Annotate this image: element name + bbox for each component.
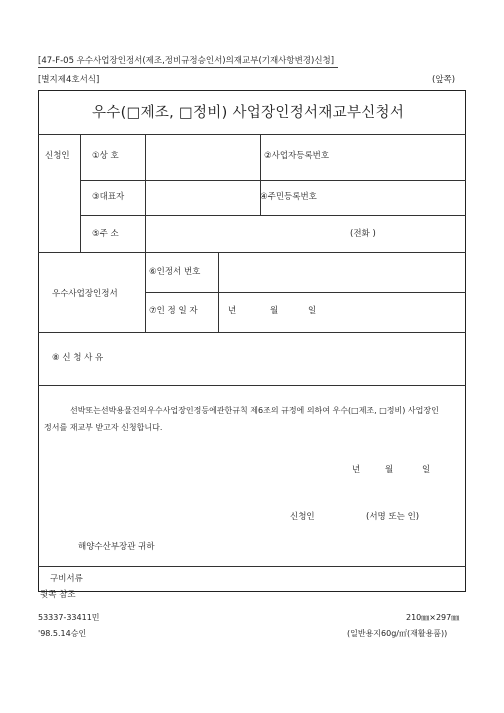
signer-label: 신청인 bbox=[290, 512, 315, 522]
cert-col-divider bbox=[218, 252, 219, 332]
row-divider-2 bbox=[80, 215, 466, 216]
approval-date: '98.5.14승인 bbox=[38, 629, 87, 638]
page-side-label: (앞쪽) bbox=[432, 75, 456, 85]
cert-date-day: 일 bbox=[308, 306, 317, 316]
row-divider-1 bbox=[80, 180, 466, 181]
annex-label: [별지제4호서식] bbox=[38, 75, 100, 85]
cert-date-year: 년 bbox=[228, 306, 237, 316]
applicant-label: 신청인 bbox=[45, 151, 70, 161]
form-code-underline bbox=[38, 67, 338, 68]
reason-label: ⑧ 신 청 사 유 bbox=[52, 353, 104, 363]
form-title: 우수(□제조, □정비) 사업장인정서재교부신청서 bbox=[92, 105, 405, 121]
declaration-text: 선박또는선박용물건의우수사업장인정등에관한규칙 제6조의 규정에 의하여 우수(□제조, □정비) 사업장인정서를 재교부 받고자 신청합니다. bbox=[44, 406, 439, 432]
cert-number-label: ⑥인정서 번호 bbox=[149, 267, 201, 277]
code-number: 53337-33411민 bbox=[38, 613, 100, 622]
row-divider-4 bbox=[145, 292, 466, 293]
paper-type: (일반용지60g/㎡(재활용품)) bbox=[347, 629, 448, 638]
business-reg-label: ②사업자등록번호 bbox=[264, 151, 330, 161]
sign-date-month: 월 bbox=[385, 465, 394, 475]
required-docs-label: 구비서류 bbox=[50, 574, 83, 584]
address-label: ⑤주 소 bbox=[92, 229, 119, 239]
label-col-divider bbox=[145, 134, 146, 332]
cert-date-month: 월 bbox=[270, 306, 279, 316]
sign-date-day: 일 bbox=[422, 465, 431, 475]
phone-label: (전화 ) bbox=[350, 229, 376, 239]
row-divider-3 bbox=[38, 252, 466, 253]
mid-col-divider bbox=[260, 134, 261, 215]
signature-hint: (서명 또는 인) bbox=[366, 512, 420, 522]
sign-date-year: 년 bbox=[352, 465, 361, 475]
paper-size: 210㎜×297㎜ bbox=[406, 613, 460, 622]
certificate-section-label: 우수사업장인정서 bbox=[52, 289, 118, 299]
form-code: [47-F-05 우수사업장인정서(제조,정비규정승인서)의재교부(기재사항변경)신청] bbox=[38, 56, 335, 66]
applicant-col-divider bbox=[80, 134, 81, 252]
back-reference: 뒷쪽 참조 bbox=[40, 590, 76, 600]
row-divider-7 bbox=[38, 566, 466, 567]
business-name-label: ①상 호 bbox=[92, 151, 119, 161]
title-divider bbox=[38, 134, 466, 135]
cert-date-label: ⑦인 정 일 자 bbox=[149, 306, 198, 316]
row-divider-6 bbox=[38, 385, 466, 386]
addressee: 해양수산부장관 귀하 bbox=[78, 542, 155, 552]
resident-reg-label: ④주민등록번호 bbox=[260, 192, 317, 202]
row-divider-5 bbox=[38, 332, 466, 333]
representative-label: ③대표자 bbox=[92, 192, 125, 202]
